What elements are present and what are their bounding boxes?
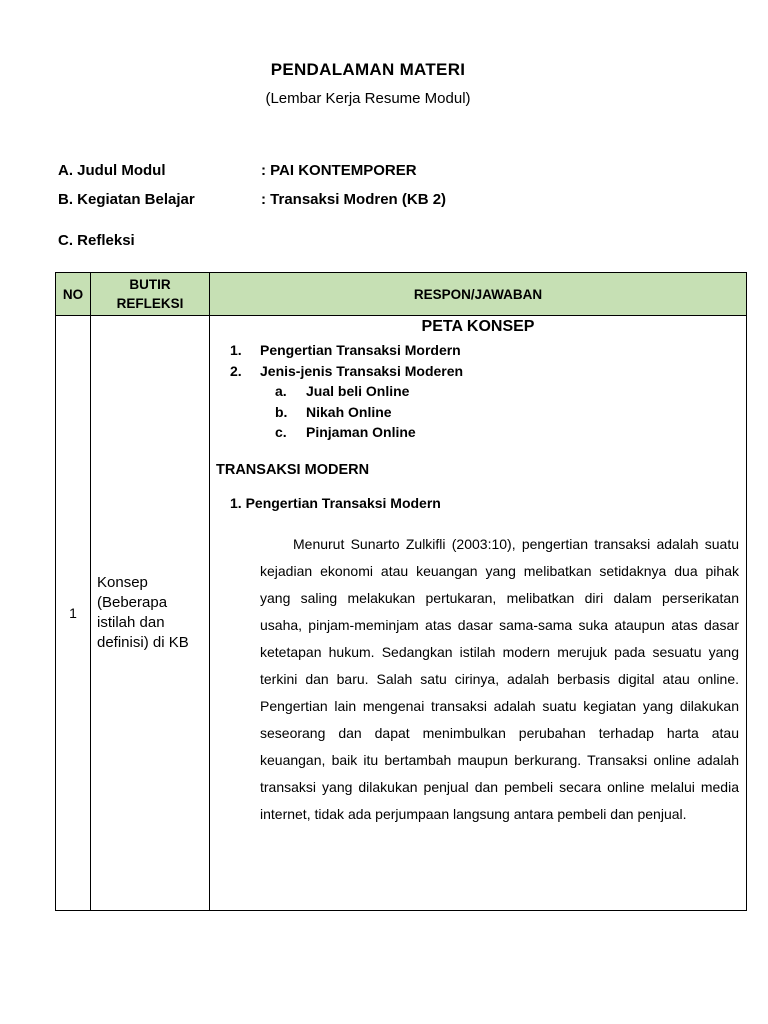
info-label: B. Kegiatan Belajar <box>58 191 195 208</box>
list-text: Pinjaman Online <box>306 424 416 440</box>
list-item <box>275 381 746 402</box>
info-value: : PAI KONTEMPORER <box>261 162 417 179</box>
section-title: TRANSAKSI MODERN <box>216 461 370 478</box>
subsection-title: 1. Pengertian Transaksi Modern <box>230 494 441 511</box>
section-c-heading: C. Refleksi <box>58 232 135 249</box>
info-label: A. Judul Modul <box>58 162 166 179</box>
reflection-table <box>55 272 747 911</box>
list-letter: a. <box>275 383 287 399</box>
list-letter: c. <box>275 424 287 440</box>
list-letter: b. <box>275 403 288 420</box>
info-value: : Transaksi Modren (KB 2) <box>261 191 447 208</box>
table-row <box>56 316 747 911</box>
list-text: Jenis-jenis Transaksi Moderen <box>260 362 464 379</box>
respon-cell <box>210 316 747 911</box>
row-number: 1 <box>56 316 91 911</box>
header-butir-refleksi: BUTIR REFLEKSI <box>91 273 210 316</box>
list-text: Pengertian Transaksi Mordern <box>260 342 461 358</box>
document-subtitle: (Lembar Kerja Resume Modul) <box>265 90 471 107</box>
list-text: Jual beli Online <box>306 383 410 399</box>
list-item <box>275 402 746 423</box>
butir-refleksi-cell: Konsep (Beberapa istilah dan definisi) di KB <box>91 316 210 911</box>
list-number: 2. <box>230 362 242 379</box>
list-item <box>275 422 746 443</box>
header-no: NO <box>56 273 91 316</box>
definition-paragraph: Menurut Sunarto Zulkifli (2003:10), pengertian transaksi adalah suatu kejadian ekonomi atau keuangan yang melibatkan setidaknya dua pihak yang saling melakukan pertukaran, melibatkan diri dalam perserikatan usaha, pinjam-meminjam atas dasar sama-sama suka ataupun atas dasar ketetapan hukum. Sedangkan istilah modern merujuk pada sesuatu yang terkini dan baru. Salah satu cirinya, adalah berbasis digital atau online. Pengertian lain mengenai transaksi adalah suatu kegiatan yang dilakukan seseorang dan dapat menimbulkan perubahan terhadap harta atau keuangan, baik itu bertambah maupun berkurang. Transaksi online adalah transaksi yang dilakukan penjual dan pembeli secara online melalui media internet, tidak ada perjumpaan langsung antara pembeli dan penjual. <box>260 535 739 822</box>
concept-list <box>210 340 746 381</box>
list-item <box>230 340 746 361</box>
document-title: PENDALAMAN MATERI <box>270 60 466 79</box>
peta-konsep-heading: PETA KONSEP <box>421 318 535 335</box>
concept-sublist <box>210 381 746 443</box>
header-respon-jawaban: RESPON/JAWABAN <box>210 273 747 316</box>
info-row-judul-modul <box>58 162 417 179</box>
list-text: Nikah Online <box>306 403 392 420</box>
list-item <box>230 361 746 382</box>
list-number: 1. <box>230 342 242 358</box>
table-header-row <box>56 273 747 316</box>
info-row-kegiatan-belajar <box>58 191 446 208</box>
